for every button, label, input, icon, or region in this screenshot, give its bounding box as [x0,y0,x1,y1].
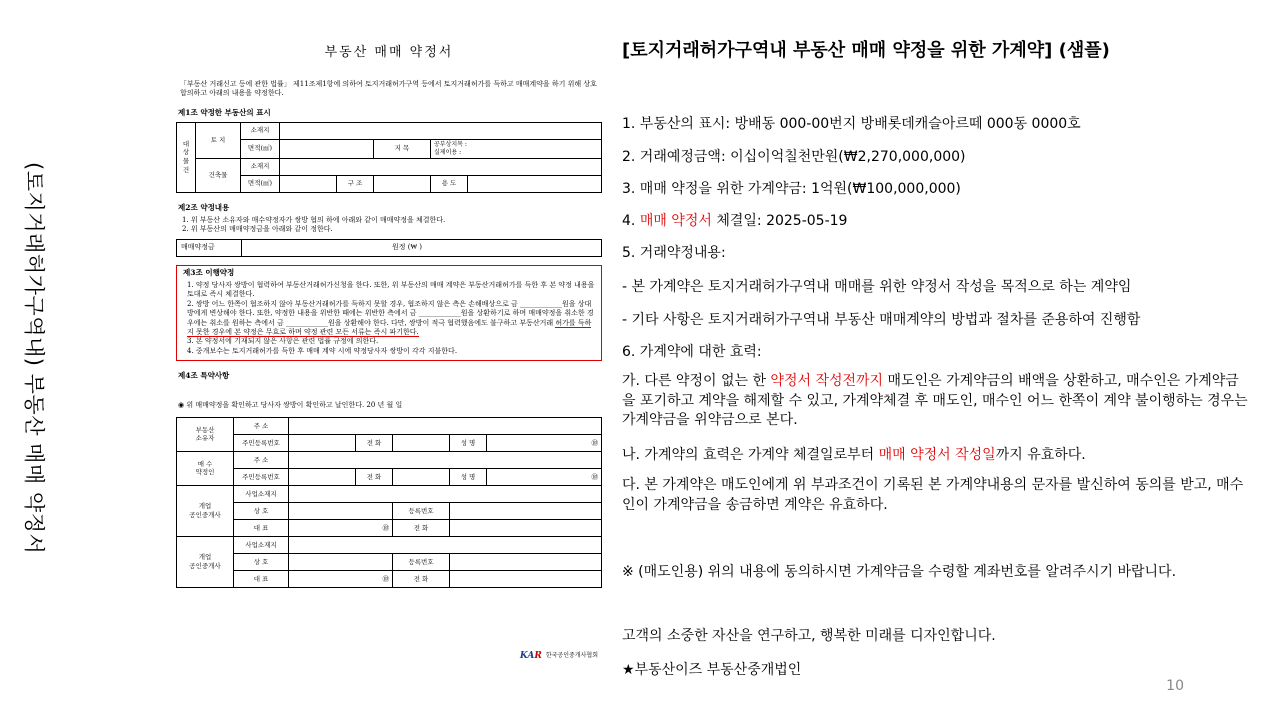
amount-label: 매매약정금 [177,240,242,256]
amount-row [176,239,602,257]
agent2-office-label: 사업소재지 [234,536,289,553]
slide-heading: [토지거래허가구역내 부동산 매매 약정을 위한 가계약] (샘플) [622,40,1110,61]
agent2-seal: ㊞ [289,570,393,587]
agent2-rep-label: 대 표 [234,570,289,587]
effect-na: 나. 가계약의 효력은 가계약 체결일로부터 매매 약정서 작성일까지 유효하다. [622,447,1086,463]
land-area-label: 면적(㎡) [241,139,280,158]
term-line-1: - 본 가계약은 토지거래허가구역내 매매를 위한 약정서 작성을 목적으로 하는 계약임 [622,279,1132,295]
parties-table [176,417,602,588]
target-label: 대상물건 [177,122,196,192]
buyer-name-label: 성 명 [450,468,487,485]
slogan: 고객의 소중한 자산을 연구하고, 행복한 미래를 디자인합니다. [622,628,996,644]
vertical-title-text: (토지거래허가구역내) 부동산 매매 약정서 [22,162,46,555]
owner-phone-label: 전 화 [356,434,393,451]
building-area-label: 면적(㎡) [241,175,280,192]
item-5-terms: 5. 거래약정내용: [622,245,726,261]
effect-da: 다. 본 가계약은 매도인에게 위 부과조건이 기록된 본 가계약내용의 문자를 발신하여 동의를 받고, 매수인이 가계약금을 송금하면 계약은 유효하다. [622,477,1244,513]
page-number: 10 [1166,678,1184,694]
vertical-title [6,162,66,562]
effect-na-highlight: 매매 약정서 작성일 [878,447,996,463]
agent1-rep-label: 대 표 [234,519,289,536]
jimok-label: 지 목 [374,139,431,158]
amount-value: 원정 (₩ ) [392,243,423,252]
owner-rrn-label: 주민등록번호 [234,434,289,451]
section-3-highlight-box [176,265,602,362]
confirm-line: ◉ 위 매매약정을 확인하고 당사자 쌍방이 확인하고 날인한다. 20 년 월 일 [178,401,403,410]
land-label: 토 지 [196,122,241,158]
buyer-address-label: 주 소 [234,451,289,468]
structure-label: 구 조 [337,175,374,192]
use-label: 용 도 [431,175,468,192]
agent2-firm-label: 상 호 [234,553,289,570]
owner-address-label: 주 소 [234,417,289,434]
item-1-property: 1. 부동산의 표시: 방배동 000-00번지 방배롯데캐슬아르떼 000동 0000호 [622,116,1081,132]
agent2-label: 개업 공인중개사 [177,536,234,587]
section-1-heading: 제1조 약정한 부동산의 표시 [178,108,271,118]
agent2-phone-label: 전 화 [393,570,450,587]
item-2-price: 2. 거래예정금액: 이십이억칠천만원(₩2,270,000,000) [622,149,966,165]
owner-label: 부동산 소유자 [177,417,234,451]
association-name: 한국공인중개사협회 [545,651,598,659]
section-3-heading: 제3조 이행약정 [183,267,235,277]
item-4-date: 4. 매매 약정서 체결일: 2025-05-19 [622,213,848,229]
section-2-heading: 제2조 약정내용 [178,202,230,212]
item-6-effect: 6. 가계약에 대한 효력: [622,344,762,360]
agent1-firm-label: 상 호 [234,502,289,519]
owner-seal: ㊞ [487,434,602,451]
association-logo [520,650,598,662]
contract-document-image [176,40,602,668]
agent1-seal: ㊞ [289,519,393,536]
jimok-values: 공부상지목 : 실제이용 : [431,139,602,158]
term-line-2: - 기타 사항은 토지거래허가구역내 부동산 매매계약의 방법과 절차를 준용하여 진행함 [622,312,1141,328]
property-table [176,122,602,193]
buyer-rrn-label: 주민등록번호 [234,468,289,485]
section-2-item-1: 1. 위 부동산 소유자와 매수약정자가 쌍방 협의 하에 아래와 같이 매매약정을 체결한다. [182,215,446,224]
agent1-office-label: 사업소재지 [234,485,289,502]
owner-name-label: 성 명 [450,434,487,451]
section-3-item-2 [181,300,597,338]
agent1-label: 개업 공인중개사 [177,485,234,536]
section-4-heading: 제4조 특약사항 [178,371,230,381]
buyer-phone-label: 전 화 [356,468,393,485]
section-2-item-2: 2. 위 부동산의 매매약정금을 아래와 같이 정한다. [182,225,333,234]
agent1-phone-label: 전 화 [393,519,450,536]
item-4-highlight: 매매 약정서 [639,213,712,229]
agent1-regno-label: 등록번호 [393,502,450,519]
building-location-label: 소재지 [241,158,280,175]
section-3-item-2-text: 2. 쌍방 어느 한쪽이 협조하지 않아 부동산거래허가를 득하지 못할 경우, 협조하지 않은 측은 손해배상으로 금 ____________원을 상대방에게 변상해야 한다. 또한, 약정한 내용을 위반한 때에는 위반한 측에서 금 ____________원을 상환하기로 하며 매매약정을 취소한 경우에는 취소를 원하는 측에서 금 ____________원을 상환해야 한다. 다만, 쌍방이 적극 협력했음에도 불구하고 부동산거래 [187,299,594,327]
section-3-item-4: 4. 중개보수는 토지거래허가를 득한 후 매매 계약 시에 약정당사자 쌍방이 각각 지불한다. [187,346,458,355]
doc-title: 부동산 매매 약정서 [324,45,454,60]
agent2-regno-label: 등록번호 [393,553,450,570]
section-3-underlined-clause: 허가를 득하지 못한 경우에 본 약정은 무효로 하며 약정 관련 모든 서류는 즉시 파기한다. [187,318,592,337]
effect-ga: 가. 다른 약정이 없는 한 약정서 작성전까지 매도인은 가계약금의 배액을 상환하고, 매수인은 가계약금을 포기하고 계약을 해제할 수 있고, 가계약체결 후 매도인, 매수인 어느 한쪽이 계약 불이행하는 경우는 가계약금을 위약금으로 본다. [622,373,1248,429]
effect-ga-highlight: 약정서 작성전까지 [770,373,884,389]
item-3-deposit: 3. 매매 약정을 위한 가계약금: 1억원(₩100,000,000) [622,181,961,197]
kar-logo-icon: KAR [519,650,542,661]
seller-note: ※ (매도인용) 위의 내용에 동의하시면 가계약금을 수령할 계좌번호를 알려주시기 바랍니다. [622,564,1177,580]
building-label: 건축물 [196,158,241,192]
buyer-label: 매 수 약정인 [177,451,234,485]
buyer-seal: ㊞ [487,468,602,485]
section-3-item-3: 3. 본 약정서에 기재되지 않은 사항은 관련 법률 규정에 의한다. [187,337,379,346]
section-3-item-1: 1. 약정 당사자 쌍방이 협력하여 부동산거래허가신청을 한다. 또한, 위 부동산의 매매 계약은 부동산거래허가를 득한 후 본 약정 내용을 토대로 즉시 체결한다. [187,280,595,299]
doc-intro: 「부동산 거래신고 등에 관한 법률」 제11조제1항에 의하여 토지거래허가구역 등에서 토지거래허가를 득하고 매매계약을 하기 위해 상호 합의하고 아래의 내용을 약정한다. [180,79,597,97]
company-name: ★부동산이즈 부동산중개법인 [622,662,802,678]
land-location-label: 소재지 [241,122,280,139]
